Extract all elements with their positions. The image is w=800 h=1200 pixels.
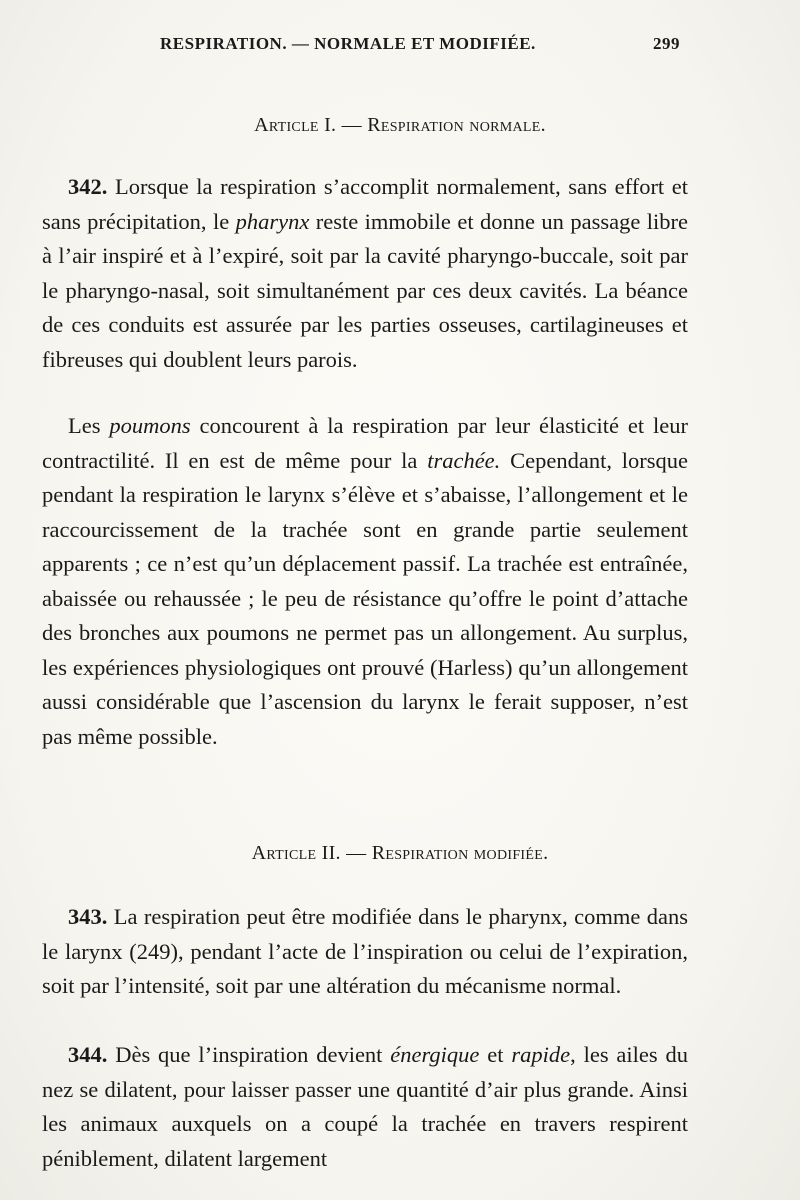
paragraph-344 <box>42 1038 688 1176</box>
page-number: 299 <box>653 34 680 53</box>
paragraph-342-continued <box>42 409 688 754</box>
paragraph-text: et <box>479 1042 512 1067</box>
paragraph-text: Les <box>68 413 110 438</box>
paragraph-text: reste immobile et donne un passage libre à l’air inspiré et à l’expiré, soit par la cavité pharyngo-buccale, soit par le pharyngo-nasal, soit simultanément par ces deux cavités. La béance de ces conduits est assurée par les parties osseuses, cartilagineuses et fibreuses qui doublent leurs parois. <box>42 208 688 372</box>
article-2-heading: Article II. — Respiration modifiée. <box>251 842 549 864</box>
emphasis-text: rapide <box>511 1042 571 1067</box>
article-1-heading: Article I. — Respiration normale. <box>254 114 546 136</box>
paragraph-text: concourent à la respiration par leur élasticité et leur contractilité. Il en est de même pour la <box>42 413 688 473</box>
paragraph-text: La respiration peut être modifiée dans le pharynx, comme dans le larynx (249), pendant l’acte de l’inspiration ou celui de l’expiration, soit par l’intensité, soit par une altération du mécanisme normal. <box>42 904 688 998</box>
paragraph-343 <box>42 900 688 1004</box>
paragraph-number: 344. <box>68 1042 108 1067</box>
paragraph-number: 343. <box>68 904 108 929</box>
emphasis-text: énergique <box>390 1042 480 1067</box>
running-header <box>160 34 680 58</box>
paragraph-text: , les ailes du nez se dilatent, pour laisser passer une quantité d’air plus grande. Ainsi les animaux auxquels on a coupé la trachée en travers respirent péniblement, dilatent largement <box>42 1042 688 1171</box>
paragraph-text: Cependant, lorsque pendant la respiration le larynx s’élève et s’abaisse, l’allongement et le raccourcissement de la trachée sont en grande partie seulement apparents ; ce n’est qu’un déplacement passif. La trachée est entraînée, abaissée ou rehaussée ; le peu de résistance qu’offre le point d’attache des bronches aux poumons ne permet pas un allongement. Au surplus, les expériences physiologiques ont prouvé (Harless) qu’un allongement aussi considérable que l’ascension du larynx le ferait supposer, n’est pas même possible. <box>42 447 688 749</box>
emphasis-text: poumons <box>109 413 191 438</box>
paragraph-number: 342. <box>68 174 108 199</box>
paragraph-text: Dès que l’inspiration devient <box>107 1042 391 1067</box>
paragraph-text: Lorsque la respiration s’accomplit normalement, sans effort et sans précipitation, le <box>42 174 688 234</box>
emphasis-text: trachée. <box>427 447 501 473</box>
paragraph-342 <box>42 170 688 377</box>
running-title: RESPIRATION. — NORMALE ET MODIFIÉE. <box>160 34 536 53</box>
emphasis-text: pharynx <box>235 208 310 234</box>
